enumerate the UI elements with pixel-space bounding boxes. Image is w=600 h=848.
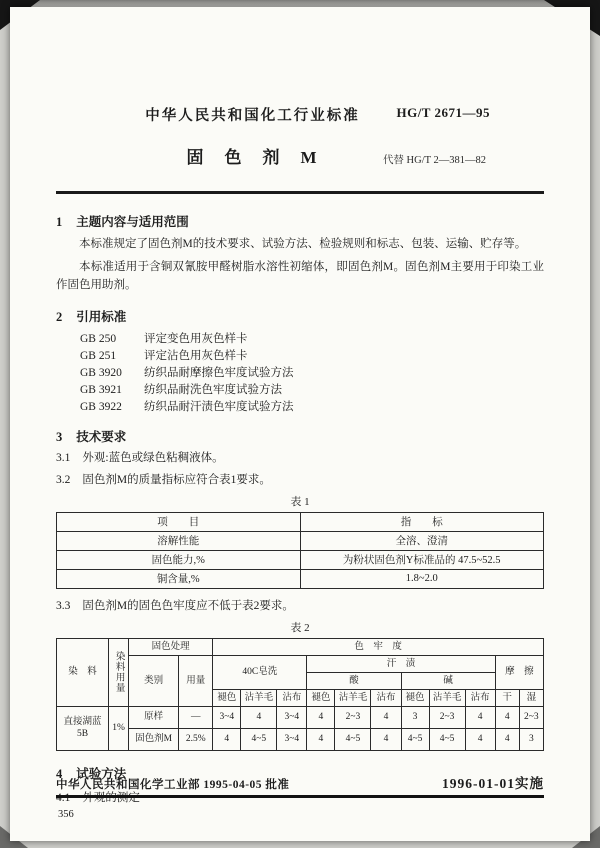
t2-h-fade: 褪色: [213, 689, 241, 706]
t2-h-wet: 湿: [519, 689, 543, 706]
t2-h-fastness: 色 牢 度: [213, 638, 544, 655]
t2-cell: 4~5: [241, 728, 277, 750]
table-2: [56, 638, 544, 751]
standard-org-title: 中华人民共和国化工行业标准: [145, 108, 360, 124]
t1-header-item: 项 目: [57, 512, 301, 531]
t2-cell: 4: [307, 706, 335, 728]
section-title: 试验方法: [76, 766, 127, 781]
clause-number: 3.2: [56, 473, 71, 486]
t2-cell-type: 原样: [129, 706, 179, 728]
t2-h-dry: 干: [495, 689, 519, 706]
section-3-heading: [56, 429, 544, 445]
t2-cell: 4: [495, 728, 519, 750]
t2-cell: 4: [371, 728, 401, 750]
table-row: [57, 512, 544, 531]
t2-h-acid: 酸: [307, 672, 401, 689]
t2-cell: 3~4: [277, 706, 307, 728]
t2-h-type: 类别: [129, 655, 179, 706]
t2-cell-amount: 2.5%: [179, 728, 213, 750]
document-title: 固 色 剂 M: [186, 148, 319, 167]
clause-number: 3.3: [56, 599, 71, 612]
table-2-caption: 表 2: [290, 621, 310, 634]
approval-footer: [56, 772, 544, 792]
t2-cell: 4: [307, 728, 335, 750]
t1-header-index: 指 标: [300, 512, 544, 531]
t2-h-fade: 褪色: [401, 689, 429, 706]
t2-h-alkali: 碱: [401, 672, 495, 689]
reference-code: GB 3922: [80, 400, 122, 413]
table-1-caption: 表 1: [290, 495, 310, 508]
reference-name: 纺织品耐洗色牢度试验方法: [144, 383, 282, 396]
t2-h-wool: 沾羊毛: [335, 689, 371, 706]
t2-cell-dye: 直接湖蓝 5B: [57, 706, 109, 750]
t2-cell: 2~3: [519, 706, 543, 728]
t2-cell: 4: [371, 706, 401, 728]
t2-h-wool: 沾羊毛: [429, 689, 465, 706]
table-1: [56, 512, 544, 589]
t2-cell: 4: [241, 706, 277, 728]
t2-h-amount: 用量: [179, 655, 213, 706]
table-row: [57, 569, 544, 588]
section-number: 1: [56, 214, 63, 229]
section-title: 引用标准: [76, 309, 127, 324]
table-row: [57, 550, 544, 569]
section-1-heading: [56, 214, 544, 230]
t1-cell: 铜含量,%: [57, 569, 301, 588]
t2-h-dye: 染 料: [57, 638, 109, 706]
t2-cell: 2~3: [335, 706, 371, 728]
t1-cell: 1.8~2.0: [300, 569, 544, 588]
reference-list: [80, 331, 544, 416]
clause-number: [56, 790, 70, 807]
reference-name: 评定沾色用灰色样卡: [144, 349, 248, 362]
clause-3-2: [56, 472, 544, 489]
table-row: [57, 531, 544, 550]
section-title: 主题内容与适用范围: [76, 214, 189, 229]
clause-number: 3.1: [56, 451, 71, 464]
t1-cell: 为粉状固色剂Y标准品的 47.5~52.5: [300, 550, 544, 569]
reference-name: 评定变色用灰色样卡: [144, 332, 248, 345]
section-2-heading: [56, 309, 544, 325]
paragraph: 本标准适用于含铜双氰胺甲醛树脂水溶性初缩体，即固色剂M。固色剂M主要用于印染工业作固色用助剂。: [56, 260, 544, 291]
t2-cell-dye-amount: 1%: [109, 706, 129, 750]
t1-cell: 溶解性能: [57, 531, 301, 550]
t2-cell: 4: [495, 706, 519, 728]
clause-3-3: [56, 598, 544, 615]
t2-h-sweat: 汗 渍: [307, 655, 495, 672]
t2-h-rub: 摩 擦: [495, 655, 543, 689]
t2-cell-amount: —: [179, 706, 213, 728]
clause-4-1: [56, 790, 544, 807]
t2-h-cloth: 沾布: [277, 689, 307, 706]
clause-3-1: [56, 450, 544, 467]
t2-cell: 3~4: [277, 728, 307, 750]
table-row: [57, 706, 544, 728]
footer-rule: [56, 795, 544, 798]
clause-text: 外观:蓝色或绿色粘稠液体。: [82, 451, 224, 464]
section-title: 技术要求: [76, 429, 127, 444]
t2-h-wool: 沾羊毛: [241, 689, 277, 706]
approval-text: 中华人民共和国化学工业部 1995-04-05 批准: [56, 779, 290, 791]
t2-cell: 4~5: [401, 728, 429, 750]
paragraph: 本标准规定了固色剂M的技术要求、试验方法、检验规则和标志、包装、运输、贮存等。: [79, 237, 527, 250]
table-row: [57, 728, 544, 750]
standard-number: HG/T 2671—95: [396, 105, 490, 120]
t2-cell: 4: [465, 706, 495, 728]
t2-h-cloth: 沾布: [465, 689, 495, 706]
clause-text: 固色剂M的固色色牢度应不低于表2要求。: [82, 599, 294, 612]
t1-cell: 全溶、澄清: [300, 531, 544, 550]
reference-code: GB 3920: [80, 366, 122, 379]
reference-name: 纺织品耐摩擦色牢度试验方法: [144, 366, 294, 379]
clause-text: [82, 790, 140, 807]
implementation-date: 1996-01-01实施: [442, 776, 544, 791]
section-number: 2: [56, 309, 63, 324]
section-number: 3: [56, 429, 63, 444]
reference-code: GB 3921: [80, 383, 122, 396]
reference-item: [80, 365, 544, 382]
t1-cell: 固色能力,%: [57, 550, 301, 569]
reference-code: GB 251: [80, 349, 117, 362]
t2-cell: 4: [465, 728, 495, 750]
title-row: [10, 147, 590, 169]
t2-cell: 3: [401, 706, 429, 728]
t2-cell: 4: [213, 728, 241, 750]
t2-h-fix-treatment: 固色处理: [129, 638, 213, 655]
t2-cell: 2~3: [429, 706, 465, 728]
t2-cell: 3~4: [213, 706, 241, 728]
t2-h-soap: 40C皂洗: [213, 655, 307, 689]
section-number: 4: [56, 766, 63, 781]
page-number: 356: [58, 809, 74, 820]
clause-text: 固色剂M的质量指标应符合表1要求。: [82, 473, 271, 486]
t2-cell-type: 固色剂M: [129, 728, 179, 750]
t2-h-cloth: 沾布: [371, 689, 401, 706]
table-row: [57, 655, 544, 672]
reference-name: 纺织品耐汗渍色牢度试验方法: [144, 400, 294, 413]
document-page: [10, 7, 590, 841]
table-row: [57, 638, 544, 655]
reference-item: [80, 399, 544, 416]
replaces-note: 代替 HG/T 2—381—82: [382, 155, 486, 166]
t2-h-dye-amount: 染料用量: [109, 638, 129, 706]
t2-h-fade: 褪色: [307, 689, 335, 706]
t2-cell: 4~5: [335, 728, 371, 750]
reference-item: [80, 348, 544, 365]
document-body: [10, 214, 590, 807]
reference-code: GB 250: [80, 332, 117, 345]
reference-item: [80, 382, 544, 399]
t2-cell: 4~5: [429, 728, 465, 750]
t2-cell: 3: [519, 728, 543, 750]
header-rule: [56, 191, 544, 194]
document-header: [10, 107, 590, 125]
reference-item: [80, 331, 544, 348]
